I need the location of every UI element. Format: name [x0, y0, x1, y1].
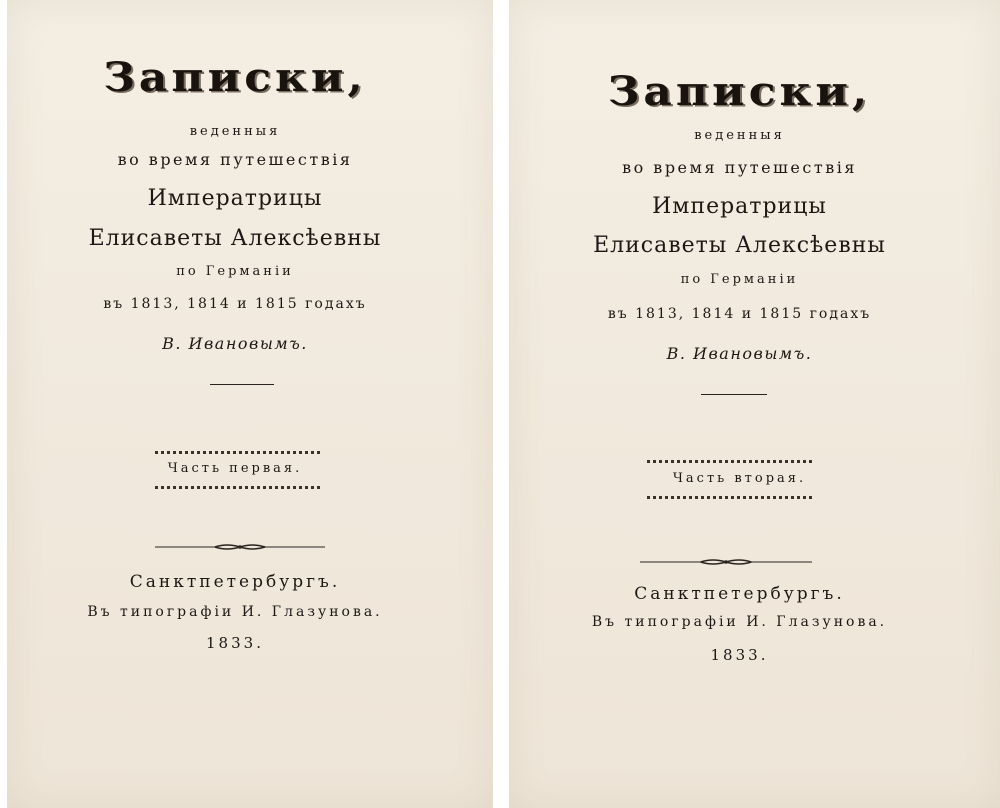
ornamental-rule [640, 558, 812, 566]
subtitle-line-5: по Германіи [176, 264, 294, 279]
city-line: Санктпетербургъ. [129, 572, 341, 592]
years-line: въ 1813, 1814 и 1815 годахъ [607, 306, 872, 322]
subtitle-line-5: по Германіи [680, 272, 799, 287]
ornamental-rule [155, 543, 325, 551]
dotted-rule-top [155, 451, 323, 454]
subtitle-line-3: Императрицы [652, 194, 827, 219]
part-label: Часть вторая. [672, 471, 807, 486]
subtitle-line-1: веденныя [694, 128, 785, 143]
subtitle-line-2: во время путешествія [117, 150, 353, 169]
left-page [7, 0, 493, 808]
publication-year: 1833. [206, 634, 264, 652]
part-label: Часть первая. [167, 461, 303, 476]
dotted-rule-bottom [155, 486, 323, 489]
years-line: въ 1813, 1814 и 1815 годахъ [103, 296, 367, 312]
city-line: Санктпетербургъ. [634, 584, 845, 604]
short-rule [210, 384, 274, 385]
subtitle-line-1: веденныя [189, 124, 281, 139]
subtitle-line-3: Императрицы [147, 186, 323, 211]
publication-year: 1833. [710, 646, 769, 664]
subtitle-line-4: Елисаветы Алексѣевны [88, 226, 382, 251]
printer-line: Въ типографіи И. Глазунова. [87, 604, 383, 620]
subtitle-line-4: Елисаветы Алексѣевны [593, 233, 886, 258]
right-page [509, 0, 1000, 808]
author-line: В. Ивановымъ. [666, 344, 813, 363]
page-title: Записки, [103, 54, 367, 101]
author-line: В. Ивановымъ. [162, 334, 308, 353]
dotted-rule-bottom [647, 496, 813, 499]
short-rule [701, 394, 767, 395]
subtitle-line-2: во время путешествія [622, 158, 857, 177]
printer-line: Въ типографіи И. Глазунова. [591, 614, 888, 630]
page-title: Записки, [607, 68, 872, 115]
dotted-rule-top [647, 460, 813, 463]
